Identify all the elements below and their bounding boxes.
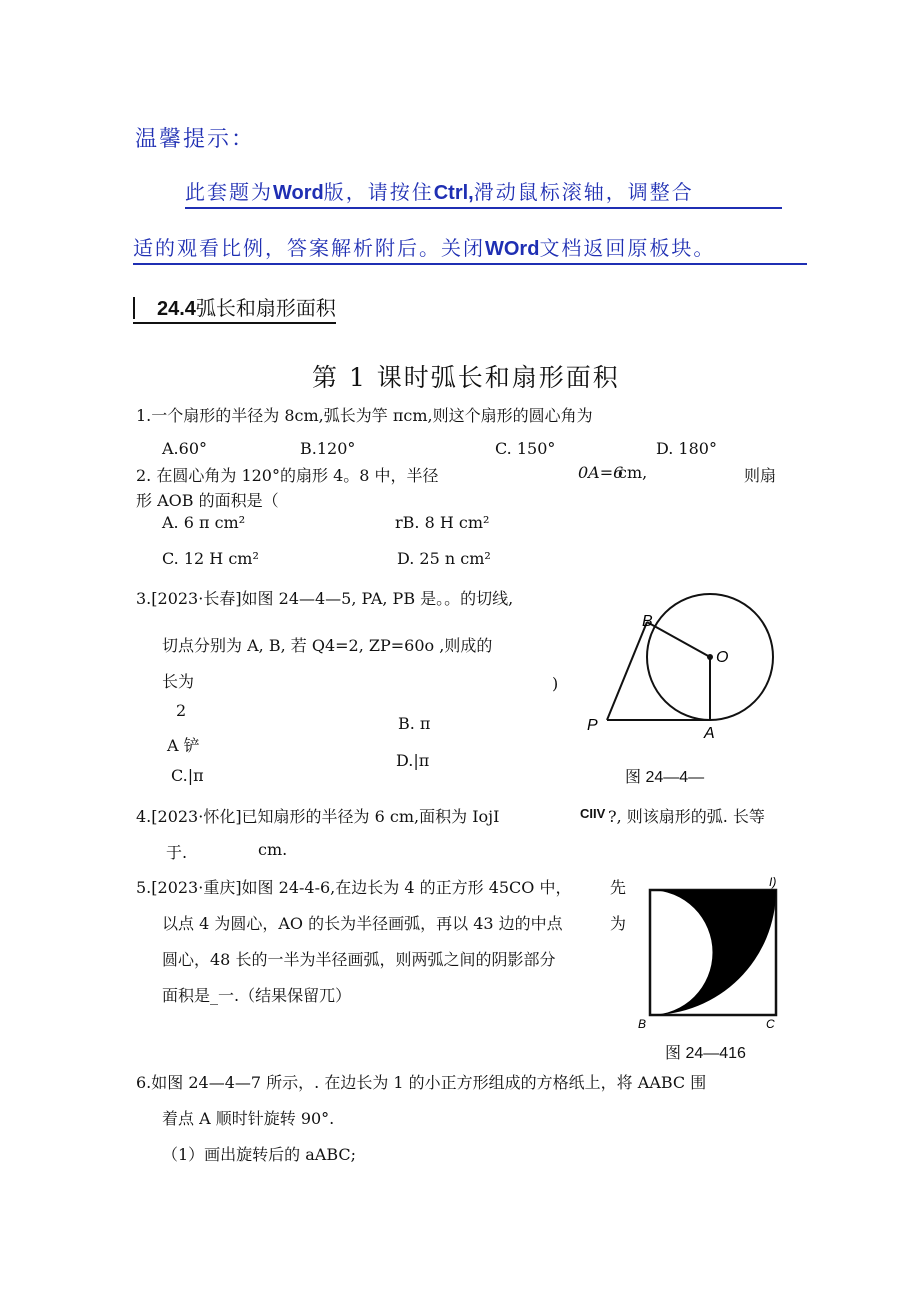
tip-text: 此套题为 — [185, 180, 273, 204]
q3-option-a-top: 2 — [176, 701, 187, 720]
q2-stem-line2: 形 AOB 的面积是（ — [136, 491, 279, 510]
tip-text: 滑动鼠标滚轴，调整合 — [473, 180, 694, 204]
q4-line2: 于. — [166, 843, 188, 862]
q4-line2-unit: cm. — [258, 840, 288, 859]
q2-stem-tail: 则扇 — [744, 466, 777, 485]
tip-keyword-ctrl: Ctrl, — [433, 182, 474, 204]
figure-circle-tangents — [580, 590, 780, 745]
figure-caption-24-4-6: 图 24—416 — [665, 1045, 746, 1062]
q5-line2: 以点 4 为圆心，AO 的长为半径画弧，再以 43 边的中点 — [162, 914, 563, 933]
q5-line1: 5.[2023·重庆]如图 24-4-6,在边长为 4 的正方形 45CO 中， — [136, 878, 572, 897]
section-number: 24.4 — [157, 298, 196, 320]
q5-line3: 圆心，48 长的一半为半径画弧，则两弧之间的阴影部分 — [162, 950, 556, 969]
figure-square-arcs — [635, 872, 785, 1034]
q5-line1-tail: 先 — [610, 878, 627, 897]
q3-option-b: B. π — [398, 714, 431, 733]
figure-caption-24-4-5: 图 24—4— — [625, 769, 705, 786]
tip-line-2 — [133, 232, 807, 265]
q5-line4: 面积是_一.（结果保留兀） — [162, 986, 352, 1005]
q2-option-d: D. 25 n cm² — [397, 549, 491, 568]
q6-line2: 着点 A 顺时针旋转 90°. — [162, 1109, 335, 1128]
tip-line-1 — [185, 176, 782, 209]
q2-option-a: A. 6 π cm² — [162, 513, 246, 532]
q4-stem-unit: CIIV — [580, 806, 606, 821]
label-d: I) — [769, 875, 777, 889]
tip-heading: 温馨提示： — [135, 127, 256, 152]
center-point — [707, 654, 713, 660]
q5-line2-tail: 为 — [610, 914, 627, 933]
q1-option-c: C. 150° — [495, 439, 556, 458]
q6-sub1: （1）画出旋转后的 aABC; — [162, 1145, 357, 1164]
label-p: P — [587, 717, 598, 734]
q3-line2: 切点分别为 A, B, 若 Q4=2, ZP=60o ,则成的 — [162, 636, 493, 655]
q2-option-b: rB. 8 H cm² — [395, 513, 490, 532]
q4-stem-tail: ?, 则该扇形的弧. 长等 — [608, 807, 765, 826]
q3-option-a: A 铲 — [167, 736, 200, 755]
tip-text: 适的观看比例，答案解析附后。关闭 — [133, 236, 485, 260]
tangent-pb — [607, 622, 647, 720]
tip-keyword-word: Word — [273, 182, 324, 204]
q2-stem-radius: 0A=6 — [578, 463, 624, 482]
q6-line1: 6.如图 24—4—7 所示，. 在边长为 1 的小正方形组成的方格纸上，将 AABC 围 — [136, 1073, 707, 1092]
radius-ob — [647, 622, 710, 657]
section-bar — [133, 297, 135, 319]
label-a: A — [704, 725, 715, 742]
q3-option-d: D.|π — [396, 751, 430, 770]
section-heading — [133, 292, 336, 324]
lesson-title: 第 1 课时弧长和扇形面积 — [312, 363, 620, 392]
q3-paren: ) — [552, 674, 559, 693]
q1-option-a: A.60° — [162, 439, 207, 458]
tip-keyword-word: WOrd — [485, 238, 540, 260]
q1-stem: 1.一个扇形的半径为 8cm,弧长为竽 πcm,则这个扇形的圆心角为 — [136, 406, 593, 425]
label-c: C — [766, 1017, 775, 1031]
q2-stem: 2. 在圆心角为 120°的扇形 4。8 中，半径 — [136, 466, 439, 485]
q2-stem-unit: cm, — [618, 463, 648, 482]
tip-text: 版，请按住 — [323, 180, 434, 204]
q3-stem: 3.[2023·长春]如图 24—4—5, PA, PB 是。。的切线, — [136, 589, 514, 608]
tip-text: 文档返回原板块。 — [539, 236, 716, 260]
q1-option-b: B.120° — [300, 439, 356, 458]
q1-option-d: D. 180° — [656, 439, 717, 458]
section-title: 弧长和扇形面积 — [195, 296, 336, 320]
q3-line3: 长为 — [162, 672, 195, 691]
label-b: B — [638, 1017, 647, 1031]
q2-option-c: C. 12 H cm² — [162, 549, 259, 568]
q4-stem: 4.[2023·怀化]已知扇形的半径为 6 cm,面积为 IojI — [136, 807, 500, 826]
q3-option-c: C.|π — [171, 766, 204, 785]
label-o: O — [716, 649, 729, 666]
label-b: B — [642, 613, 653, 630]
